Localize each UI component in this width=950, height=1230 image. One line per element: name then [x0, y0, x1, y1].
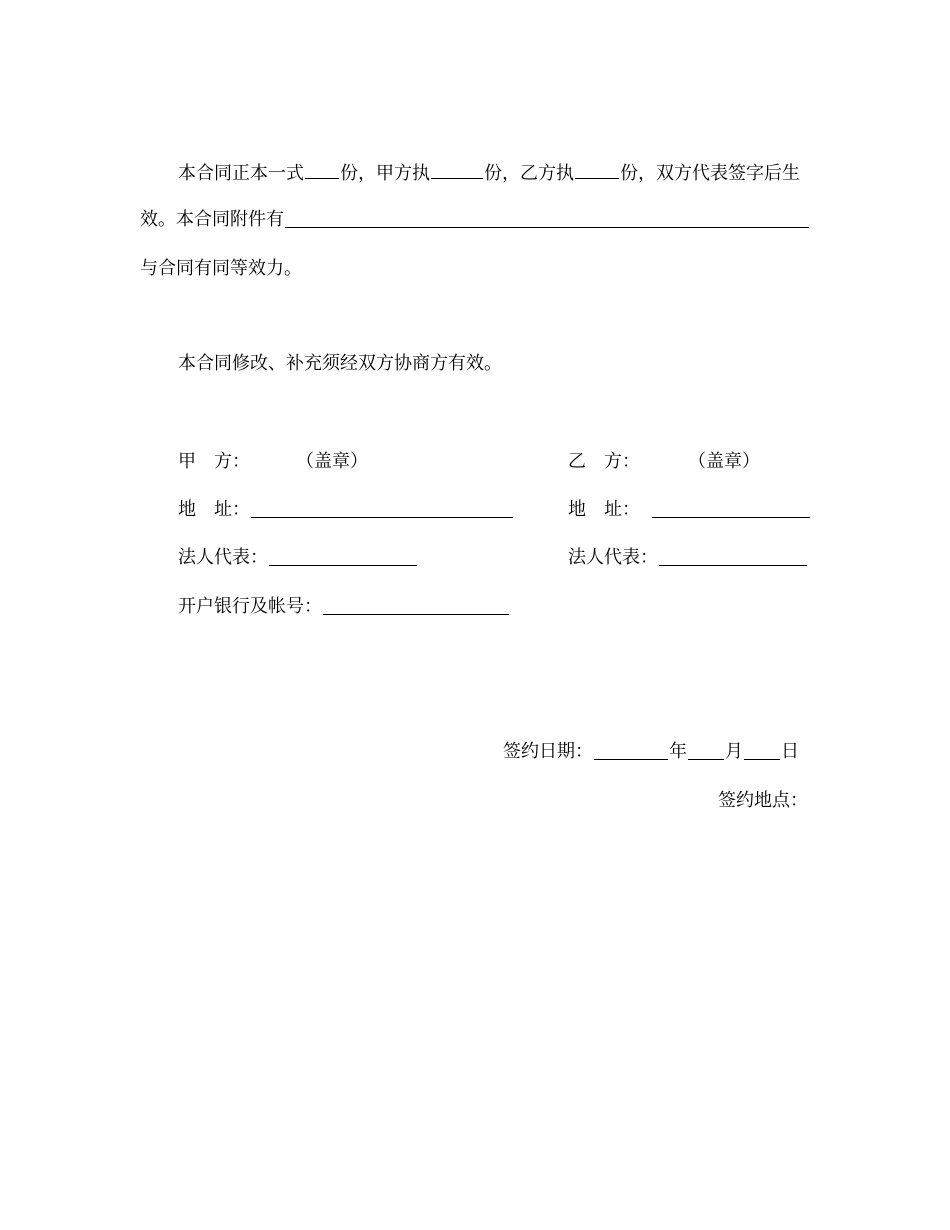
attachment-text: 效。本合同附件有: [140, 209, 284, 230]
attachment-clause-line: [140, 208, 810, 232]
party-b-rep-label: 法人代表：: [568, 547, 658, 568]
signing-year-field[interactable]: [594, 741, 668, 760]
attachment-blank[interactable]: [285, 209, 809, 228]
copies-clause-line: [178, 160, 800, 186]
party-a-bank-field[interactable]: [323, 596, 509, 615]
party-a-seal: （盖章）: [296, 451, 368, 472]
party-b-seal: （盖章）: [688, 451, 760, 472]
total-copies-blank[interactable]: [305, 160, 339, 179]
year-label: 年: [669, 741, 687, 762]
signing-date-label: 签约日期：: [503, 741, 593, 762]
party-a-rep-label: 法人代表：: [178, 547, 268, 568]
party-a-address-label: 地 址：: [178, 499, 250, 520]
party-a-bank-row: [178, 595, 510, 619]
party-a-rep-field[interactable]: [269, 547, 417, 566]
party-a-label: 甲 方：: [178, 451, 250, 472]
party-b-rep-row: [568, 546, 808, 570]
signing-date-row: [503, 740, 799, 764]
equal-effect-line: 与合同有同等效力。: [140, 258, 302, 279]
day-label: 日: [781, 741, 799, 762]
party-a-address-field[interactable]: [251, 499, 513, 518]
signing-day-field[interactable]: [744, 741, 780, 760]
party-a-bank-label: 开户银行及帐号：: [178, 596, 322, 617]
party-b-address-label: 地 址：: [568, 499, 640, 520]
party-b-address-field[interactable]: [652, 499, 810, 518]
copies-text-2: 份，甲方执: [340, 163, 430, 184]
copies-text-3: 份，乙方执: [484, 163, 574, 184]
party-a-rep-row: [178, 546, 418, 570]
signing-month-field[interactable]: [688, 741, 724, 760]
copies-text-4: 份，双方代表签字后生: [620, 163, 800, 184]
copies-text-1: 本合同正本一式: [178, 163, 304, 184]
party-b-rep-field[interactable]: [659, 547, 807, 566]
party-a-copies-blank[interactable]: [431, 160, 483, 179]
party-b-address-row: [568, 498, 811, 522]
signing-place-label: 签约地点：: [718, 790, 808, 811]
party-b-copies-blank[interactable]: [575, 160, 619, 179]
month-label: 月: [725, 741, 743, 762]
amendment-clause: 本合同修改、补充须经双方协商方有效。: [178, 353, 502, 374]
party-b-label: 乙 方：: [568, 451, 640, 472]
party-a-address-row: [178, 498, 514, 522]
